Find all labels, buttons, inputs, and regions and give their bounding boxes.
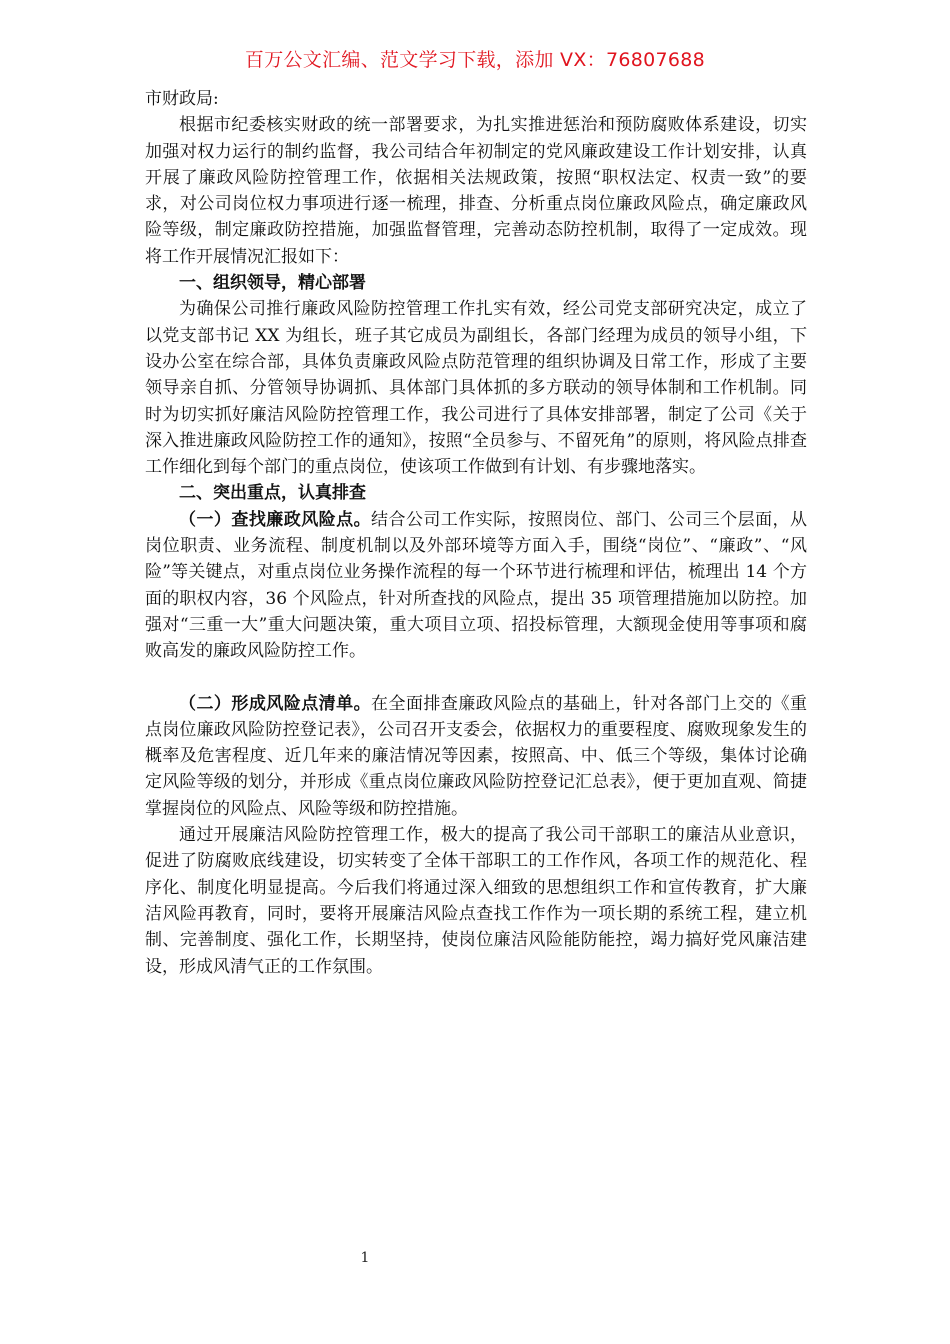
- section-2-item-2-body: 在全面排查廉政风险点的基础上，针对各部门上交的《重点岗位廉政风险防控登记表》，公司召开支委会，依据权力的重要程度、腐败现象发生的概率及危害程度、近几年来的廉洁情况等因素，按照高、中、低三个等级，集体讨论确定风险等级的划分，并形成《重点岗位廉政风险防控登记汇总表》，便于更加直观、简捷掌握岗位的风险点、风险等级和防控措施。: [145, 693, 808, 819]
- section-2-item-2-title: （二）形成风险点清单。: [179, 693, 372, 714]
- section-2-heading: 二、突出重点，认真排查: [179, 483, 366, 504]
- section-2-item-2-paragraph: [145, 691, 807, 822]
- section-2-item-1-body: 结合公司工作实际，按照岗位、部门、公司三个层面，从岗位职责、业务流程、制度机制以及外部环境等方面入手，围绕“岗位”、“廉政”、“风险”等关键点，对重点岗位业务操作流程的每一个环节进行梳理和评估，梳理出 14 个方面的职权内容，36 个风险点，针对所查找的风险点，提出 35 项管理措施加以防控。加强对“三重一大”重大问题决策，重大项目立项、招投标管理，大额现金使用等事项和腐败高发的廉政风险防控工作。: [145, 509, 808, 662]
- section-2-item-1-title: （一）查找廉政风险点。: [179, 509, 372, 530]
- page-number: 1: [360, 1250, 370, 1266]
- section-2-item-1-paragraph: [145, 507, 807, 665]
- document-body: [145, 86, 807, 980]
- conclusion-paragraph: 通过开展廉洁风险防控管理工作，极大的提高了我公司干部职工的廉洁从业意识，促进了防腐败底线建设，切实转变了全体干部职工的工作作风，各项工作的规范化、程序化、制度化明显提高。今后我们将通过深入细致的思想组织工作和宣传教育，扩大廉洁风险再教育，同时，要将开展廉洁风险点查找工作作为一项长期的系统工程，建立机制、完善制度、强化工作，长期坚持，使岗位廉洁风险能防能控，竭力搞好党风廉洁建设，形成风清气正的工作氛围。: [145, 825, 807, 977]
- section-1-heading: 一、组织领导，精心部署: [179, 273, 366, 294]
- salutation: 市财政局:: [145, 89, 219, 109]
- section-1-paragraph: 为确保公司推行廉政风险防控管理工作扎实有效，经公司党支部研究决定，成立了以党支部书记 XX 为组长，班子其它成员为副组长，各部门经理为成员的领导小组，下设办公室在综合部，具体负责廉政风险点防范管理的组织协调及日常工作，形成了主要领导亲自抓、分管领导协调抓、具体部门具体抓的多方联动的领导体制和工作机制。同时为切实抓好廉洁风险防控管理工作，我公司进行了具体安排部署，制定了公司《关于深入推进廉政风险防控工作的通知》，按照“全员参与、不留死角”的原则，将风险点排查工作细化到每个部门的重点岗位，使该项工作做到有计划、有步骤地落实。: [145, 299, 807, 478]
- header-banner: 百万公文汇编、范文学习下载，添加 VX：76807688: [244, 49, 706, 71]
- intro-paragraph: 根据市纪委核实财政的统一部署要求，为扎实推进惩治和预防腐败体系建设，切实加强对权力运行的制约监督，我公司结合年初制定的党风廉政建设工作计划安排，认真开展了廉政风险防控管理工作，依据相关法规政策，按照“职权法定、权责一致”的要求，对公司岗位权力事项进行逐一梳理，排查、分析重点岗位廉政风险点，确定廉政风险等级，制定廉政防控措施，加强监督管理，完善动态防控机制，取得了一定成效。现将工作开展情况汇报如下：: [145, 115, 807, 267]
